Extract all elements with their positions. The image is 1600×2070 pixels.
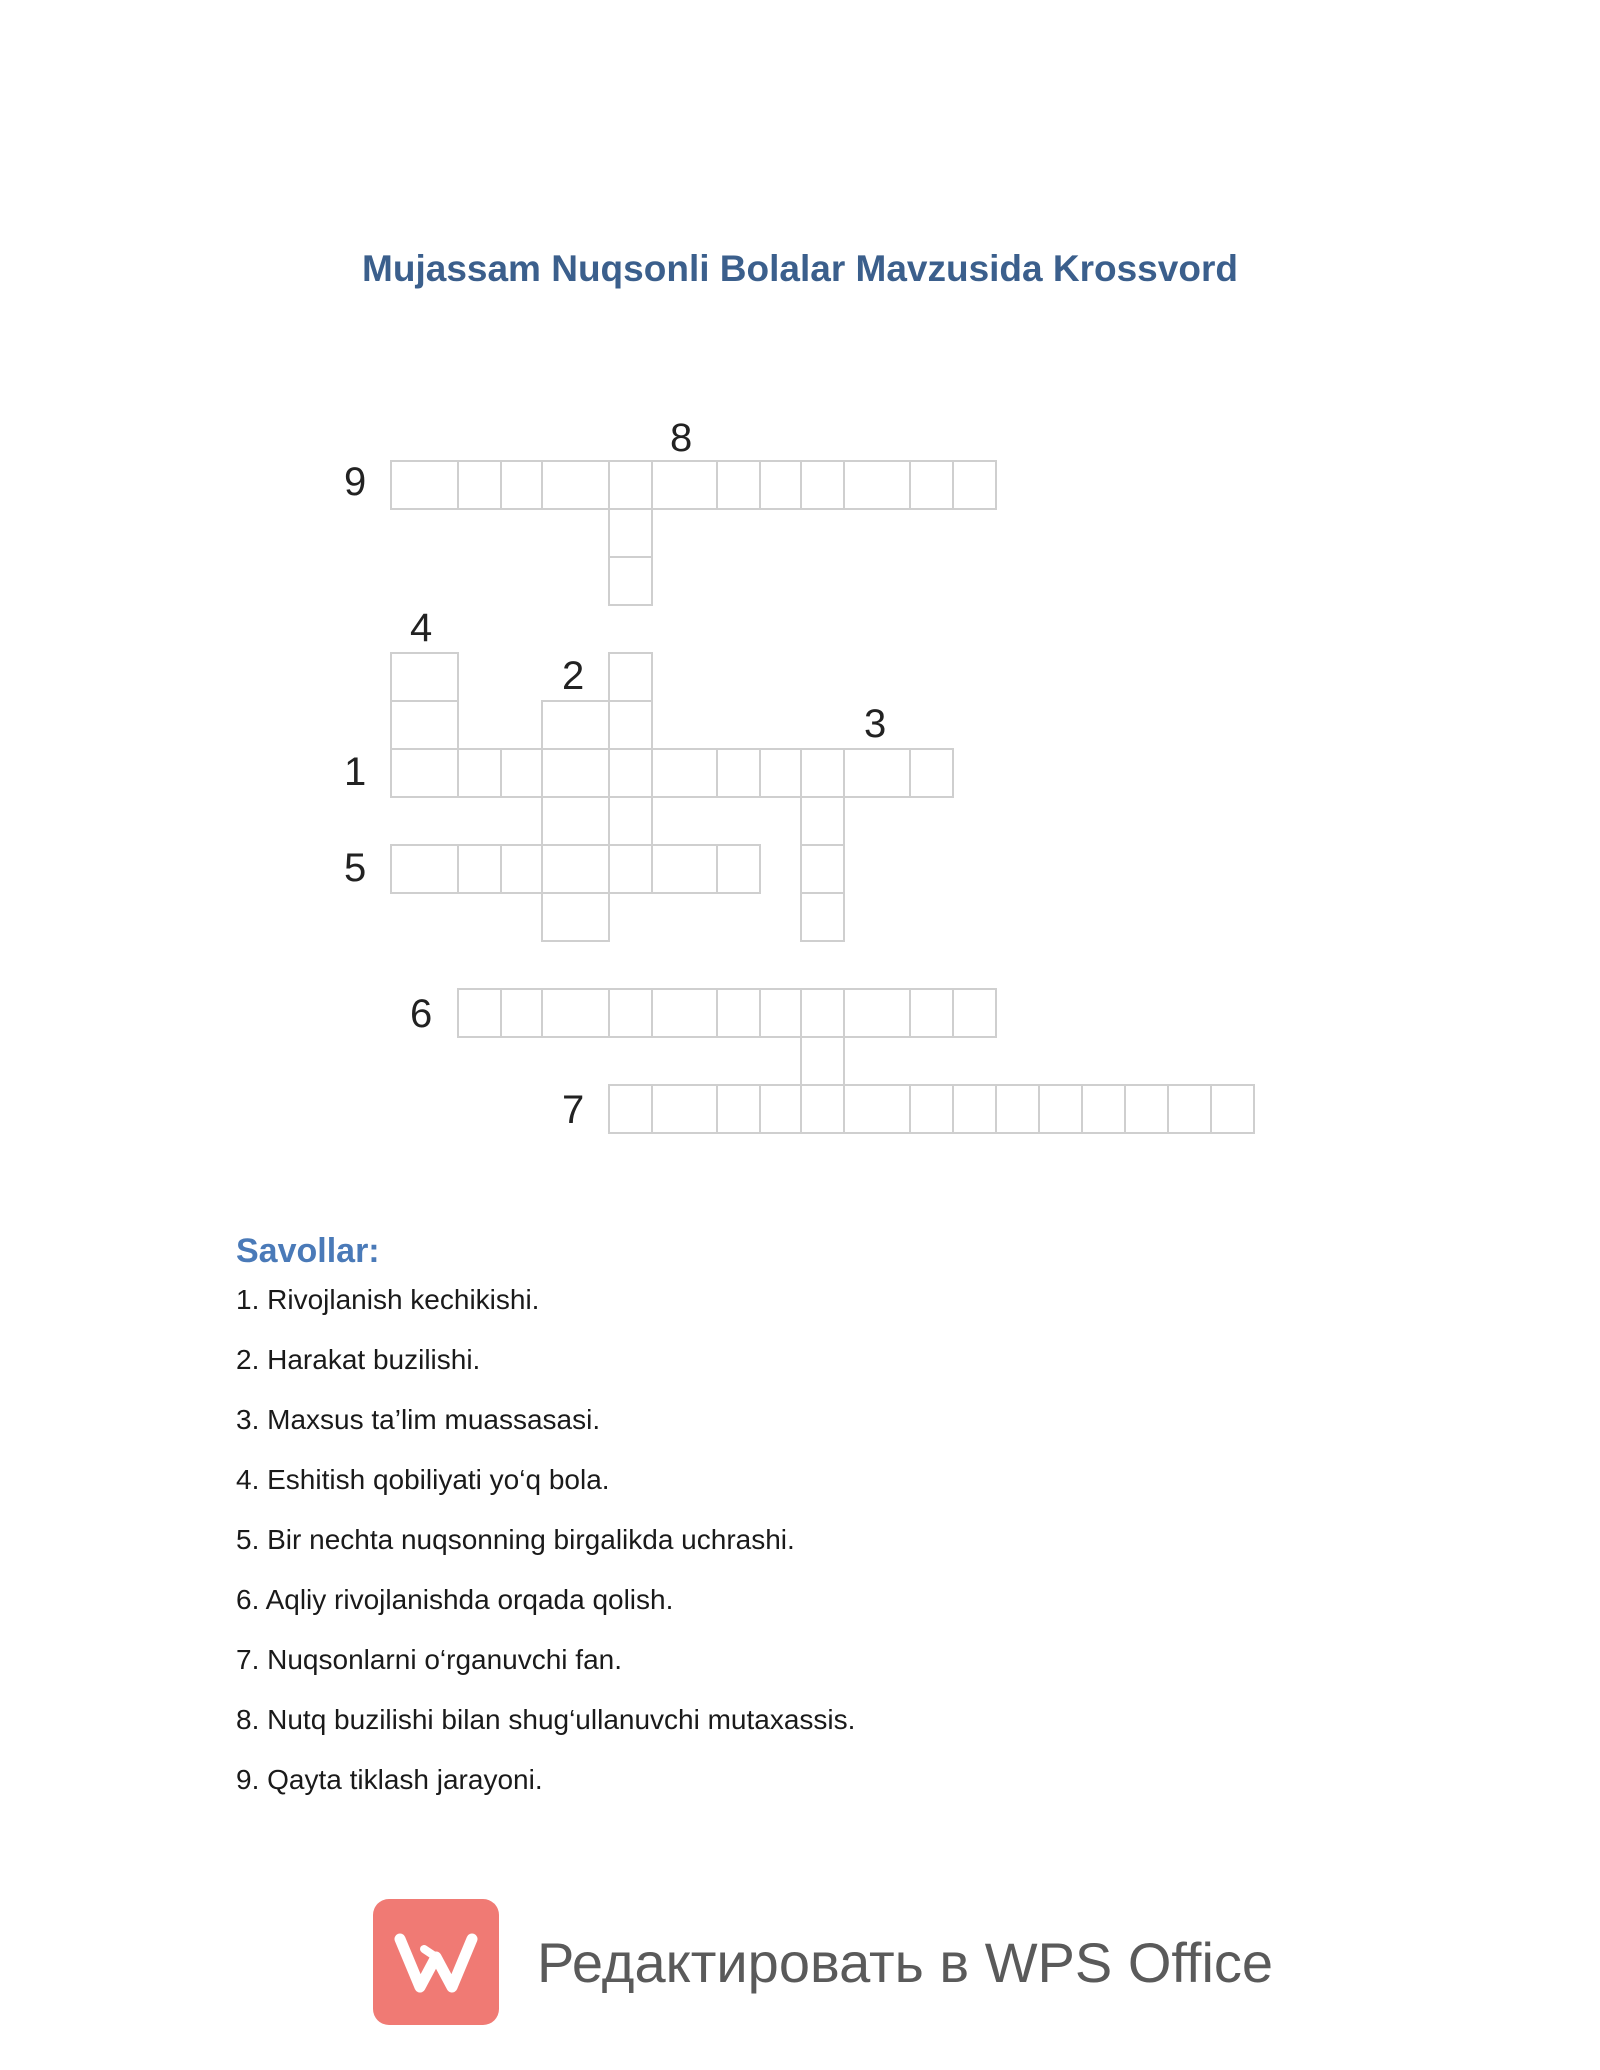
crossword-cell[interactable]	[390, 700, 459, 750]
question-item: 6. Aqliy rivojlanishda orqada qolish.	[236, 1584, 674, 1615]
crossword-cell[interactable]	[759, 748, 802, 798]
crossword-cell[interactable]	[843, 460, 911, 510]
crossword-cell[interactable]	[952, 988, 997, 1038]
crossword-cell[interactable]	[608, 652, 653, 702]
question-item: 2. Harakat buzilishi.	[236, 1344, 481, 1375]
crossword-cell[interactable]	[457, 844, 502, 894]
crossword-cell[interactable]	[541, 460, 610, 510]
clue-number-1: 1	[344, 750, 367, 794]
crossword-cell[interactable]	[800, 748, 845, 798]
clue-number-4: 4	[410, 606, 433, 650]
crossword-cell[interactable]	[716, 460, 761, 510]
crossword-cell[interactable]	[759, 988, 802, 1038]
crossword-cell[interactable]	[541, 748, 610, 798]
crossword-cell[interactable]	[500, 844, 543, 894]
crossword-cell[interactable]	[800, 892, 845, 942]
crossword-cell[interactable]	[608, 796, 653, 846]
crossword-cell[interactable]	[390, 652, 459, 702]
crossword-cell[interactable]	[952, 1084, 997, 1134]
crossword-cell[interactable]	[651, 748, 718, 798]
crossword-cell[interactable]	[608, 844, 653, 894]
question-item: 4. Eshitish qobiliyati yo‘q bola.	[236, 1464, 610, 1495]
crossword-cell[interactable]	[500, 460, 543, 510]
clue-number-6: 6	[410, 992, 433, 1036]
page-title: Mujassam Nuqsonli Bolalar Mavzusida Krossvord	[362, 248, 1238, 289]
crossword-cell[interactable]	[457, 988, 502, 1038]
clue-number-2: 2	[562, 654, 585, 698]
question-item: 7. Nuqsonlarni o‘rganuvchi fan.	[236, 1644, 623, 1675]
crossword-cell[interactable]	[500, 748, 543, 798]
crossword-cell[interactable]	[608, 508, 653, 558]
crossword-cell[interactable]	[909, 460, 954, 510]
crossword-cell[interactable]	[1081, 1084, 1126, 1134]
crossword-cell[interactable]	[651, 1084, 718, 1134]
crossword-cell[interactable]	[608, 988, 653, 1038]
crossword-cell[interactable]	[541, 796, 610, 846]
crossword-cell[interactable]	[843, 988, 911, 1038]
crossword-cell[interactable]	[457, 748, 502, 798]
question-item: 8. Nutq buzilishi bilan shug‘ullanuvchi mutaxassis.	[236, 1704, 856, 1735]
crossword-cell[interactable]	[500, 988, 543, 1038]
crossword-cell[interactable]	[541, 844, 610, 894]
clue-number-9: 9	[344, 460, 367, 504]
crossword-cell[interactable]	[457, 460, 502, 510]
crossword-cell[interactable]	[800, 796, 845, 846]
crossword-cell[interactable]	[716, 988, 761, 1038]
crossword-cell[interactable]	[843, 1084, 911, 1134]
crossword-cell[interactable]	[651, 988, 718, 1038]
crossword-cell[interactable]	[608, 748, 653, 798]
crossword-cell[interactable]	[651, 460, 718, 510]
crossword-cell[interactable]	[716, 748, 761, 798]
crossword-cell[interactable]	[843, 748, 911, 798]
crossword-cell[interactable]	[390, 460, 459, 510]
question-item: 1. Rivojlanish kechikishi.	[236, 1284, 540, 1315]
crossword-cell[interactable]	[800, 1084, 845, 1134]
crossword-cell[interactable]	[541, 700, 610, 750]
questions-heading: Savollar:	[236, 1232, 380, 1270]
question-item: 3. Maxsus ta’lim muassasasi.	[236, 1404, 601, 1435]
crossword-cell[interactable]	[651, 844, 718, 894]
crossword-cell[interactable]	[800, 844, 845, 894]
crossword-cell[interactable]	[759, 460, 802, 510]
crossword-cell[interactable]	[1124, 1084, 1169, 1134]
crossword-cell[interactable]	[1038, 1084, 1083, 1134]
clue-number-3: 3	[864, 702, 887, 746]
crossword-cell[interactable]	[800, 1036, 845, 1086]
clue-number-7: 7	[562, 1088, 585, 1132]
crossword-cell[interactable]	[716, 844, 761, 894]
crossword-cell[interactable]	[608, 556, 653, 606]
crossword-cell[interactable]	[1210, 1084, 1255, 1134]
crossword-cell[interactable]	[390, 748, 459, 798]
questions-list	[236, 1286, 855, 1826]
clue-number-5: 5	[344, 846, 367, 890]
crossword-cell[interactable]	[608, 460, 653, 510]
crossword-cell[interactable]	[608, 1084, 653, 1134]
wps-edit-banner[interactable]	[373, 1898, 1293, 2026]
question-item: 9. Qayta tiklash jarayoni.	[236, 1764, 543, 1795]
wps-edit-label[interactable]: Редактировать в WPS Office	[537, 1930, 1274, 1994]
crossword-cell[interactable]	[995, 1084, 1040, 1134]
crossword-cell[interactable]	[909, 1084, 954, 1134]
crossword-cell[interactable]	[541, 988, 610, 1038]
crossword-cell[interactable]	[541, 892, 610, 942]
crossword-cell[interactable]	[390, 844, 459, 894]
crossword-cell[interactable]	[716, 1084, 761, 1134]
crossword-cell[interactable]	[800, 988, 845, 1038]
crossword-cell[interactable]	[909, 748, 954, 798]
clue-number-8: 8	[670, 416, 693, 460]
crossword-cell[interactable]	[909, 988, 954, 1038]
crossword-cell[interactable]	[1167, 1084, 1212, 1134]
question-item: 5. Bir nechta nuqsonning birgalikda uchrashi.	[236, 1524, 795, 1555]
crossword-cell[interactable]	[800, 460, 845, 510]
wps-logo-icon[interactable]	[373, 1899, 499, 2025]
crossword-cell[interactable]	[952, 460, 997, 510]
crossword-cell[interactable]	[608, 700, 653, 750]
crossword-cell[interactable]	[759, 1084, 802, 1134]
